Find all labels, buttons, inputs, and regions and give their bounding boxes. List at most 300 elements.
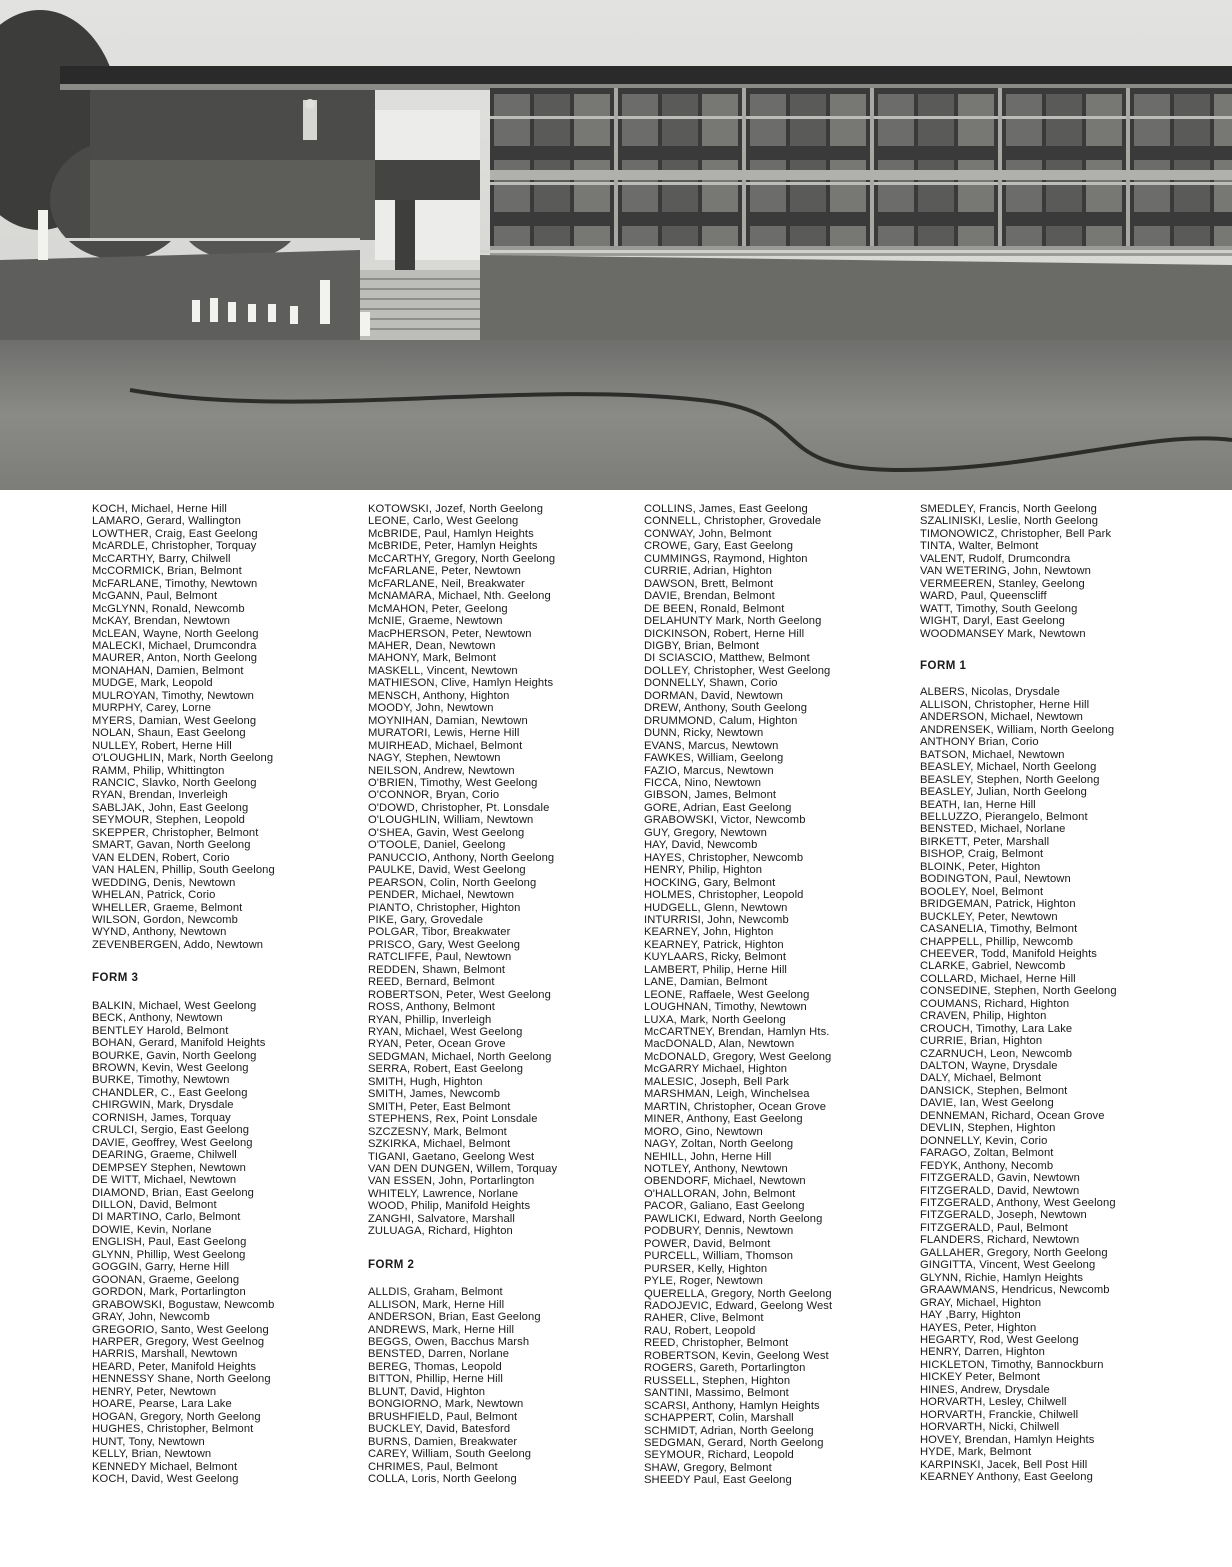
student-entry: GRAAWMANS, Hendricus, Newcomb xyxy=(920,1284,1110,1297)
student-entry: RANCIC, Slavko, North Geelong xyxy=(92,776,257,789)
student-entry: KENNEDY Michael, Belmont xyxy=(92,1460,238,1473)
name-column-2 xyxy=(368,503,668,1485)
student-entry: HENRY, Peter, Newtown xyxy=(92,1385,217,1398)
student-entry: DREW, Anthony, South Geelong xyxy=(644,702,808,715)
student-entry: MacDONALD, Alan, Newtown xyxy=(644,1038,795,1051)
student-entry: VAN ESSEN, John, Portarlington xyxy=(368,1175,535,1188)
student-entry: McFARLANE, Peter, Newtown xyxy=(368,565,521,578)
student-entry: FITZGERALD, David, Newtown xyxy=(920,1184,1080,1197)
student-entry: RAMM, Philip, Whittington xyxy=(92,764,225,777)
name-column-4 xyxy=(920,503,1220,1483)
student-entry: SZKIRKA, Michael, Belmont xyxy=(368,1138,511,1151)
student-entry: GLYNN, Richie, Hamlyn Heights xyxy=(920,1271,1084,1284)
student-entry: BOHAN, Gerard, Manifold Heights xyxy=(92,1037,266,1050)
student-entry: BODINGTON, Paul, Newtown xyxy=(920,873,1071,886)
student-entry: FARAGO, Zoltan, Belmont xyxy=(920,1147,1054,1160)
student-entry: CROUCH, Timothy, Lara Lake xyxy=(920,1022,1073,1035)
student-entry: TIGANI, Gaetano, Geelong West xyxy=(368,1150,535,1163)
student-entry: HAY, David, Newcomb xyxy=(644,839,758,852)
student-entry: McGANN, Paul, Belmont xyxy=(92,590,218,603)
student-entry: GIBSON, James, Belmont xyxy=(644,789,777,802)
student-entry: NEILSON, Andrew, Newtown xyxy=(368,764,515,777)
student-entry: DUNN, Ricky, Newtown xyxy=(644,727,764,740)
student-entry: RYAN, Phillip, Inverleigh xyxy=(368,1013,492,1026)
student-entry: SCARSI, Anthony, Hamlyn Heights xyxy=(644,1399,820,1412)
student-entry: SMEDLEY, Francis, North Geelong xyxy=(920,503,1097,515)
student-entry: FITZGERALD, Joseph, Newtown xyxy=(920,1209,1087,1222)
student-entry: HEGARTY, Rod, West Geelong xyxy=(920,1334,1079,1346)
student-entry: HEARD, Peter, Manifold Heights xyxy=(92,1360,257,1373)
student-entry: TIMONOWICZ, Christopher, Bell Park xyxy=(920,527,1112,540)
student-entry: PRISCO, Gary, West Geelong xyxy=(368,938,521,951)
student-entry: COLLA, Loris, North Geelong xyxy=(368,1472,517,1485)
student-entry: VAN ELDEN, Robert, Corio xyxy=(92,851,230,864)
student-entry: McCORMICK, Brian, Belmont xyxy=(92,565,242,578)
student-entry: BEASLEY, Julian, North Geelong xyxy=(920,786,1087,799)
student-entry: HAYES, Christopher, Newcomb xyxy=(644,851,804,864)
student-entry: SEYMOUR, Stephen, Leopold xyxy=(92,814,245,827)
student-entry: REED, Christopher, Belmont xyxy=(644,1337,789,1350)
student-entry: LAMBERT, Philip, Herne Hill xyxy=(644,963,788,976)
student-entry: BENSTED, Michael, Norlane xyxy=(920,823,1066,836)
student-entry: CORNISH, James, Torquay xyxy=(92,1111,231,1124)
student-entry: McDONALD, Gregory, West Geelong xyxy=(644,1050,832,1063)
student-entry: DOLLEY, Christopher, West Geelong xyxy=(644,664,831,677)
student-entry: HYDE, Mark, Belmont xyxy=(920,1446,1032,1459)
student-entry: WHELAN, Patrick, Corio xyxy=(92,889,216,902)
student-entry: CHIRGWIN, Mark, Drysdale xyxy=(92,1099,234,1112)
name-column-3 xyxy=(644,503,944,1487)
student-entry: HAY ,Barry, Highton xyxy=(920,1309,1021,1322)
student-entry: HUGHES, Christopher, Belmont xyxy=(92,1423,254,1436)
student-entry: MINER, Anthony, East Geelong xyxy=(644,1113,803,1126)
student-entry: BEREG, Thomas, Leopold xyxy=(368,1360,502,1373)
student-entry: HARRIS, Marshall, Newtown xyxy=(92,1348,238,1361)
student-entry: SEDGMAN, Michael, North Geelong xyxy=(368,1050,552,1063)
student-entry: VALENT, Rudolf, Drumcondra xyxy=(920,552,1071,565)
student-entry: REDDEN, Shawn, Belmont xyxy=(368,963,506,976)
student-entry: CUMMINGS, Raymond, Highton xyxy=(644,552,808,565)
student-entry: HARPER, Gregory, West Geelnog xyxy=(92,1336,265,1348)
name-column-1 xyxy=(92,503,392,1485)
student-entry: CURRIE, Brian, Highton xyxy=(920,1035,1043,1048)
student-entry: POWER, David, Belmont xyxy=(644,1237,771,1250)
student-entry: DANSICK, Stephen, Belmont xyxy=(920,1084,1068,1097)
student-entry: BALKIN, Michael, West Geelong xyxy=(92,999,257,1012)
student-entry: GRAY, John, Newcomb xyxy=(92,1311,210,1324)
student-entry: LANE, Damian, Belmont xyxy=(644,976,768,989)
student-entry: CRAVEN, Philip, Highton xyxy=(920,1010,1047,1023)
student-entry: BEGGS, Owen, Bacchus Marsh xyxy=(368,1336,530,1348)
student-entry: SKEPPER, Christopher, Belmont xyxy=(92,826,259,839)
student-entry: GOGGIN, Garry, Herne Hill xyxy=(92,1261,230,1274)
student-entry: SCHAPPERT, Colin, Marshall xyxy=(644,1412,794,1425)
student-entry: DALY, Michael, Belmont xyxy=(920,1072,1042,1085)
student-entry: ALLISON, Christopher, Herne Hill xyxy=(920,698,1090,711)
student-entry: GRABOWSKI, Victor, Newcomb xyxy=(644,814,806,827)
student-entry: PANUCCIO, Anthony, North Geelong xyxy=(368,851,555,864)
student-entry: WATT, Timothy, South Geelong xyxy=(920,602,1078,615)
student-entry: CURRIE, Adrian, Highton xyxy=(644,565,772,578)
student-entry: INTURRISI, John, Newcomb xyxy=(644,913,789,926)
student-entry: DI SCIASCIO, Matthew, Belmont xyxy=(644,652,810,665)
student-entry: SERRA, Robert, East Geelong xyxy=(368,1063,524,1076)
student-entry: WHITELY, Lawrence, Norlane xyxy=(368,1187,519,1200)
student-entry: SMITH, Peter, East Belmont xyxy=(368,1100,511,1113)
student-entry: MURATORI, Lewis, Herne Hill xyxy=(368,727,520,740)
student-entry: POLGAR, Tibor, Breakwater xyxy=(368,926,511,939)
student-entry: BIRKETT, Peter, Marshall xyxy=(920,835,1050,848)
student-entry: MAHONY, Mark, Belmont xyxy=(368,652,497,665)
student-entry: VERMEEREN, Stanley, Geelong xyxy=(920,577,1085,590)
student-entry: NAGY, Zoltan, North Geelong xyxy=(644,1138,794,1151)
student-entry: BISHOP, Craig, Belmont xyxy=(920,848,1044,861)
student-entry: ANTHONY Brian, Corio xyxy=(920,736,1039,749)
student-entry: OBENDORF, Michael, Newtown xyxy=(644,1175,806,1188)
student-entry: HUDGELL, Glenn, Newtown xyxy=(644,901,788,914)
student-entry: WILSON, Gordon, Newcomb xyxy=(92,913,238,926)
student-entry: ALBERS, Nicolas, Drysdale xyxy=(920,686,1060,699)
student-entry: ZULUAGA, Richard, Highton xyxy=(368,1225,513,1238)
student-entry: MORO, Gino, Newtown xyxy=(644,1125,763,1138)
student-entry: KOTOWSKI, Jozef, North Geelong xyxy=(368,503,544,515)
student-entry: O'LOUGHLIN, Mark, North Geelong xyxy=(92,752,274,765)
student-entry: McCARTHY, Barry, Chilwell xyxy=(92,552,231,565)
student-entry: McARDLE, Christopher, Torquay xyxy=(92,540,257,553)
student-entry: DENNEMAN, Richard, Ocean Grove xyxy=(920,1109,1105,1122)
student-entry: CASANELIA, Timothy, Belmont xyxy=(920,923,1078,936)
student-entry: McFARLANE, Neil, Breakwater xyxy=(368,577,525,590)
student-entry: VAN WETERING, John, Newtown xyxy=(920,565,1091,578)
student-entry: ANDREWS, Mark, Herne Hill xyxy=(368,1323,515,1336)
student-entry: CZARNUCH, Leon, Newcomb xyxy=(920,1047,1073,1060)
student-entry: ANDERSON, Michael, Newtown xyxy=(920,711,1083,724)
student-entry: PAWLICKI, Edward, North Geelong xyxy=(644,1212,823,1225)
student-entry: McBRIDE, Peter, Hamlyn Heights xyxy=(368,540,538,553)
student-entry: MAHER, Dean, Newtown xyxy=(368,639,496,652)
student-entry: FAZIO, Marcus, Newtown xyxy=(644,764,774,777)
student-entry: MOYNIHAN, Damian, Newtown xyxy=(368,714,528,727)
student-entry: HORVARTH, Franckie, Chilwell xyxy=(920,1408,1079,1421)
student-entry: NAGY, Stephen, Newtown xyxy=(368,752,501,765)
student-entry: HOARE, Pearse, Lara Lake xyxy=(92,1398,232,1411)
student-entry: RAHER, Clive, Belmont xyxy=(644,1312,764,1325)
student-entry: ANDRENSEK, William, North Geelong xyxy=(920,723,1115,736)
student-entry: SEDGMAN, Gerard, North Geelong xyxy=(644,1436,824,1449)
student-entry: RUSSELL, Stephen, Highton xyxy=(644,1374,791,1387)
student-entry: GORE, Adrian, East Geelong xyxy=(644,801,792,814)
student-entry: DAVIE, Ian, West Geelong xyxy=(920,1097,1054,1110)
student-entry: DONNELLY, Kevin, Corio xyxy=(920,1134,1048,1147)
student-entry: SHAW, Gregory, Belmont xyxy=(644,1461,772,1474)
student-entry: KEARNEY Anthony, East Geelong xyxy=(920,1470,1093,1483)
student-entry: HENNESSY Shane, North Geelong xyxy=(92,1373,271,1386)
student-entry: McFARLANE, Timothy, Newtown xyxy=(92,577,258,590)
student-entry: FITZGERALD, Paul, Belmont xyxy=(920,1221,1068,1234)
student-entry: GALLAHER, Gregory, North Geelong xyxy=(920,1246,1108,1259)
student-entry: GUY, Gregory, Newtown xyxy=(644,826,767,839)
student-entry: MASKELL, Vincent, Newtown xyxy=(368,664,518,677)
student-entry: HOVEY, Brendan, Hamlyn Heights xyxy=(920,1433,1095,1446)
student-entry: BENTLEY Harold, Belmont xyxy=(92,1024,229,1037)
student-entry: KUYLAARS, Ricky, Belmont xyxy=(644,951,787,964)
student-entry: DE BEEN, Ronald, Belmont xyxy=(644,602,785,615)
student-entry: PURSER, Kelly, Highton xyxy=(644,1262,768,1275)
student-entry: McCARTHY, Gregory, North Geelong xyxy=(368,552,556,565)
student-entry: BURKE, Timothy, Newtown xyxy=(92,1074,230,1087)
student-entry: MYERS, Damian, West Geelong xyxy=(92,714,257,727)
student-entry: WYND, Anthony, Newtown xyxy=(92,926,227,939)
student-entry: MENSCH, Anthony, Highton xyxy=(368,689,510,702)
student-entry: McLEAN, Wayne, North Geelong xyxy=(92,627,259,640)
student-entry: McKAY, Brendan, Newtown xyxy=(92,615,231,628)
student-entry: NULLEY, Robert, Herne Hill xyxy=(92,739,232,752)
student-entry: BOOLEY, Noel, Belmont xyxy=(920,885,1044,898)
form-heading: FORM 2 xyxy=(368,1258,415,1271)
student-entry: DE WITT, Michael, Newtown xyxy=(92,1174,237,1187)
student-entry: WOODMANSEY Mark, Newtown xyxy=(920,627,1086,640)
student-entry: McNIE, Graeme, Newtown xyxy=(368,615,503,628)
student-entry: FITZGERALD, Anthony, West Geelong xyxy=(920,1197,1116,1210)
student-entry: ANDERSON, Brian, East Geelong xyxy=(368,1311,541,1324)
form-heading: FORM 3 xyxy=(92,972,139,985)
student-entry: McCARTNEY, Brendan, Hamlyn Hts. xyxy=(644,1026,830,1039)
student-entry: NOTLEY, Anthony, Newtown xyxy=(644,1163,788,1176)
student-entry: HINES, Andrew, Drysdale xyxy=(920,1383,1050,1396)
student-entry: BUCKLEY, Peter, Newtown xyxy=(920,910,1058,923)
student-entry: WARD, Paul, Queenscliff xyxy=(920,590,1047,603)
student-entry: MULROYAN, Timothy, Newtown xyxy=(92,689,254,702)
student-entry: PEARSON, Colin, North Geelong xyxy=(368,876,537,889)
student-entry: SEYMOUR, Richard, Leopold xyxy=(644,1449,794,1462)
student-entry: WEDDING, Denis, Newtown xyxy=(92,876,236,889)
student-entry: ROGERS, Gareth, Portarlington xyxy=(644,1362,806,1375)
student-entry: RYAN, Peter, Ocean Grove xyxy=(368,1038,506,1051)
student-entry: KEARNEY, Patrick, Highton xyxy=(644,938,784,951)
student-entry: DRUMMOND, Calum, Highton xyxy=(644,714,798,727)
student-entry: HENRY, Darren, Highton xyxy=(920,1346,1045,1359)
student-entry: FITZGERALD, Gavin, Newtown xyxy=(920,1172,1080,1185)
student-entry: O'HALLORAN, John, Belmont xyxy=(644,1187,796,1200)
student-entry: KOCH, David, West Geelong xyxy=(92,1472,239,1485)
student-entry: LEONE, Carlo, West Geelong xyxy=(368,515,519,528)
student-entry: DELAHUNTY Mark, North Geelong xyxy=(644,615,822,628)
student-entry: DOWIE, Kevin, Norlane xyxy=(92,1223,212,1236)
student-entry: ROBERTSON, Peter, West Geelong xyxy=(368,988,551,1001)
student-entry: ZANGHI, Salvatore, Marshall xyxy=(368,1212,515,1225)
student-entry: McMAHON, Peter, Geelong xyxy=(368,602,508,615)
student-entry: MARTIN, Christopher, Ocean Grove xyxy=(644,1100,827,1113)
student-entry: ALLISON, Mark, Herne Hill xyxy=(368,1298,505,1311)
student-entry: BLOINK, Peter, Highton xyxy=(920,860,1041,873)
student-entry: CHEEVER, Todd, Manifold Heights xyxy=(920,947,1098,960)
student-entry: VAN DEN DUNGEN, Willem, Torquay xyxy=(368,1163,558,1176)
student-entry: CLARKE, Gabriel, Newcomb xyxy=(920,960,1066,973)
student-entry: SANTINI, Massimo, Belmont xyxy=(644,1387,789,1400)
student-entry: STEPHENS, Rex, Point Lonsdale xyxy=(368,1113,538,1126)
student-entry: GINGITTA, Vincent, West Geelong xyxy=(920,1259,1096,1272)
student-entry: MUDGE, Mark, Leopold xyxy=(92,677,213,690)
student-entry: CONNELL, Christopher, Grovedale xyxy=(644,515,822,528)
student-entry: BRUSHFIELD, Paul, Belmont xyxy=(368,1410,518,1423)
student-entry: BEASLEY, Stephen, North Geelong xyxy=(920,773,1100,786)
student-entry: O'TOOLE, Daniel, Geelong xyxy=(368,839,506,852)
student-entry: WIGHT, Daryl, East Geelong xyxy=(920,615,1065,628)
student-entry: FEDYK, Anthony, Necomb xyxy=(920,1159,1054,1172)
student-entry: DAWSON, Brett, Belmont xyxy=(644,577,774,590)
student-entry: GOONAN, Graeme, Geelong xyxy=(92,1273,240,1286)
student-entry: ROBERTSON, Kevin, Geelong West xyxy=(644,1349,829,1362)
student-entry: ZEVENBERGEN, Addo, Newtown xyxy=(92,938,264,951)
student-entry: BOURKE, Gavin, North Geelong xyxy=(92,1049,257,1062)
student-entry: NEHILL, John, Herne Hill xyxy=(644,1150,772,1163)
student-entry: BEASLEY, Michael, North Geelong xyxy=(920,761,1097,774)
student-entry: CHAPPELL, Phillip, Newcomb xyxy=(920,935,1074,948)
student-entry: McBRIDE, Paul, Hamlyn Heights xyxy=(368,527,534,540)
student-entry: BONGIORNO, Mark, Newtown xyxy=(368,1398,524,1411)
student-entry: BRIDGEMAN, Patrick, Highton xyxy=(920,898,1076,911)
student-entry: SZCZESNY, Mark, Belmont xyxy=(368,1125,507,1138)
student-entry: KELLY, Brian, Newtown xyxy=(92,1448,212,1461)
student-entry: O'SHEA, Gavin, West Geelong xyxy=(368,826,525,839)
student-entry: PAULKE, David, West Geelong xyxy=(368,864,526,877)
student-entry: COLLINS, James, East Geelong xyxy=(644,503,808,515)
student-entry: BENSTED, Darren, Norlane xyxy=(368,1348,510,1361)
student-entry: MOODY, John, Newtown xyxy=(368,702,494,715)
student-entry: MARSHMAN, Leigh, Winchelsea xyxy=(644,1088,810,1101)
student-entry: PURCELL, William, Thomson xyxy=(644,1250,794,1263)
student-entry: CHRIMES, Paul, Belmont xyxy=(368,1460,498,1473)
student-entry: BROWN, Kevin, West Geelong xyxy=(92,1062,249,1075)
student-entry: PIKE, Gary, Grovedale xyxy=(368,913,484,926)
student-entry: FAWKES, William, Geelong xyxy=(644,752,784,765)
student-entry: ROSS, Anthony, Belmont xyxy=(368,1001,495,1014)
student-entry: GRABOWSKI, Bogustaw, Newcomb xyxy=(92,1298,275,1311)
student-entry: COUMANS, Richard, Highton xyxy=(920,997,1070,1010)
student-entry: QUERELLA, Gregory, North Geelong xyxy=(644,1287,832,1300)
student-entry: DONNELLY, Shawn, Corio xyxy=(644,677,778,690)
student-entry: LUXA, Mark, North Geelong xyxy=(644,1013,786,1026)
student-entry: DAVIE, Brendan, Belmont xyxy=(644,590,775,603)
student-entry: SHEEDY Paul, East Geelong xyxy=(644,1474,792,1487)
student-entry: BUCKLEY, David, Batesford xyxy=(368,1423,511,1436)
student-entry: HICKLETON, Timothy, Bannockburn xyxy=(920,1358,1104,1371)
student-entry: HENRY, Philip, Highton xyxy=(644,864,763,877)
student-entry: EVANS, Marcus, Newtown xyxy=(644,739,779,752)
student-entry: BELLUZZO, Pierangelo, Belmont xyxy=(920,810,1088,823)
student-entry: RYAN, Michael, West Geelong xyxy=(368,1026,523,1039)
student-entry: MURPHY, Carey, Lorne xyxy=(92,702,212,715)
student-entry: O'DOWD, Christopher, Pt. Lonsdale xyxy=(368,801,550,814)
student-entry: BITTON, Phillip, Herne Hill xyxy=(368,1373,503,1386)
student-entry: HAYES, Peter, Highton xyxy=(920,1321,1037,1334)
student-entry: REED, Bernard, Belmont xyxy=(368,976,495,989)
student-entry: KOCH, Michael, Herne Hill xyxy=(92,503,227,515)
student-entry: BURNS, Damien, Breakwater xyxy=(368,1435,518,1448)
student-entry: HUNT, Tony, Newtown xyxy=(92,1435,205,1448)
student-entry: DEARING, Graeme, Chilwell xyxy=(92,1149,237,1162)
student-entry: MAURER, Anton, North Geelong xyxy=(92,652,258,665)
student-entry: DORMAN, David, Newtown xyxy=(644,689,783,702)
student-entry: DI MARTINO, Carlo, Belmont xyxy=(92,1211,241,1224)
student-entry: BEATH, Ian, Herne Hill xyxy=(920,798,1036,811)
student-entry: FICCA, Nino, Newtown xyxy=(644,776,762,789)
student-entry: GREGORIO, Santo, West Geelong xyxy=(92,1323,269,1336)
student-entry: COLLARD, Michael, Herne Hill xyxy=(920,972,1076,985)
student-entry: PIANTO, Christopher, Highton xyxy=(368,901,521,914)
student-entry: FLANDERS, Richard, Newtown xyxy=(920,1234,1080,1247)
student-entry: MATHIESON, Clive, Hamlyn Heights xyxy=(368,677,554,690)
student-entry: O'BRIEN, Timothy, West Geelong xyxy=(368,776,538,789)
student-entry: SCHMIDT, Adrian, North Geelong xyxy=(644,1424,814,1437)
student-entry: McGARRY Michael, Highton xyxy=(644,1063,788,1076)
student-entry: McNAMARA, Michael, Nth. Geelong xyxy=(368,590,551,603)
student-entry: HOCKING, Gary, Belmont xyxy=(644,876,776,889)
student-entry: MALESIC, Joseph, Bell Park xyxy=(644,1075,789,1088)
student-entry: CRULCI, Sergio, East Geelong xyxy=(92,1124,250,1137)
student-entry: SMART, Gavan, North Geelong xyxy=(92,839,251,852)
student-entry: MALECKI, Michael, Drumcondra xyxy=(92,639,257,652)
student-entry: DIGBY, Brian, Belmont xyxy=(644,639,760,652)
student-entry: LAMARO, Gerard, Wallington xyxy=(92,515,241,528)
student-entry: BATSON, Michael, Newtown xyxy=(920,748,1065,761)
student-entry: ENGLISH, Paul, East Geelong xyxy=(92,1236,247,1249)
student-entry: PENDER, Michael, Newtown xyxy=(368,889,515,902)
student-entry: DIAMOND, Brian, East Geelong xyxy=(92,1186,254,1199)
student-entry: CONWAY, John, Belmont xyxy=(644,527,772,540)
student-entry: RYAN, Brendan, Inverleigh xyxy=(92,789,228,802)
student-entry: GLYNN, Phillip, West Geelong xyxy=(92,1248,246,1261)
student-entry: O'LOUGHLIN, William, Newtown xyxy=(368,814,534,827)
student-entry: BLUNT, David, Highton xyxy=(368,1385,486,1398)
student-entry: PYLE, Roger, Newtown xyxy=(644,1275,763,1288)
student-entry: KEARNEY, John, Highton xyxy=(644,926,774,939)
student-entry: GORDON, Mark, Portarlington xyxy=(92,1286,246,1299)
student-entry: LOUGHNAN, Timothy, Newtown xyxy=(644,1001,807,1014)
student-entry: WOOD, Philip, Manifold Heights xyxy=(368,1200,531,1213)
student-entry: VAN HALEN, Phillip, South Geelong xyxy=(92,864,275,877)
student-entry: RAU, Robert, Leopold xyxy=(644,1324,756,1337)
student-entry: TINTA, Walter, Belmont xyxy=(920,540,1039,553)
student-entry: DICKINSON, Robert, Herne Hill xyxy=(644,627,805,640)
student-entry: PACOR, Galiano, East Geelong xyxy=(644,1200,805,1213)
student-entry: GRAY, Michael, Highton xyxy=(920,1296,1042,1309)
student-entry: SMITH, James, Newcomb xyxy=(368,1088,501,1101)
student-entry: HOLMES, Christopher, Leopold xyxy=(644,889,804,902)
student-entry: MacPHERSON, Peter, Newtown xyxy=(368,627,532,640)
student-entry: HORVARTH, Nicki, Chilwell xyxy=(920,1421,1060,1434)
student-entry: McGLYNN, Ronald, Newcomb xyxy=(92,602,245,615)
student-entry: SMITH, Hugh, Highton xyxy=(368,1075,483,1088)
student-entry: DAVIE, Geoffrey, West Geelong xyxy=(92,1136,253,1149)
student-entry: WHELLER, Graeme, Belmont xyxy=(92,901,243,914)
student-entry: PODBURY, Dennis, Newtown xyxy=(644,1225,794,1238)
student-entry: KARPINSKI, Jacek, Bell Post Hill xyxy=(920,1458,1088,1471)
student-entry: RATCLIFFE, Paul, Newtown xyxy=(368,951,512,964)
student-entry: CHANDLER, C., East Geelong xyxy=(92,1086,248,1099)
student-entry: HICKEY Peter, Belmont xyxy=(920,1371,1041,1384)
student-entry: BECK, Anthony, Newtown xyxy=(92,1012,223,1025)
student-entry: CAREY, William, South Geelong xyxy=(368,1448,532,1461)
student-entry: MONAHAN, Damien, Belmont xyxy=(92,664,244,677)
student-entry: MUIRHEAD, Michael, Belmont xyxy=(368,739,523,752)
student-entry: RADOJEVIC, Edward, Geelong West xyxy=(644,1300,833,1312)
student-entry: DEVLIN, Stephen, Highton xyxy=(920,1122,1056,1135)
student-entry: SZALINISKI, Leslie, North Geelong xyxy=(920,515,1099,528)
student-entry: DILLON, David, Belmont xyxy=(92,1199,217,1212)
student-entry: DALTON, Wayne, Drysdale xyxy=(920,1060,1058,1073)
student-entry: CROWE, Gary, East Geelong xyxy=(644,540,794,553)
